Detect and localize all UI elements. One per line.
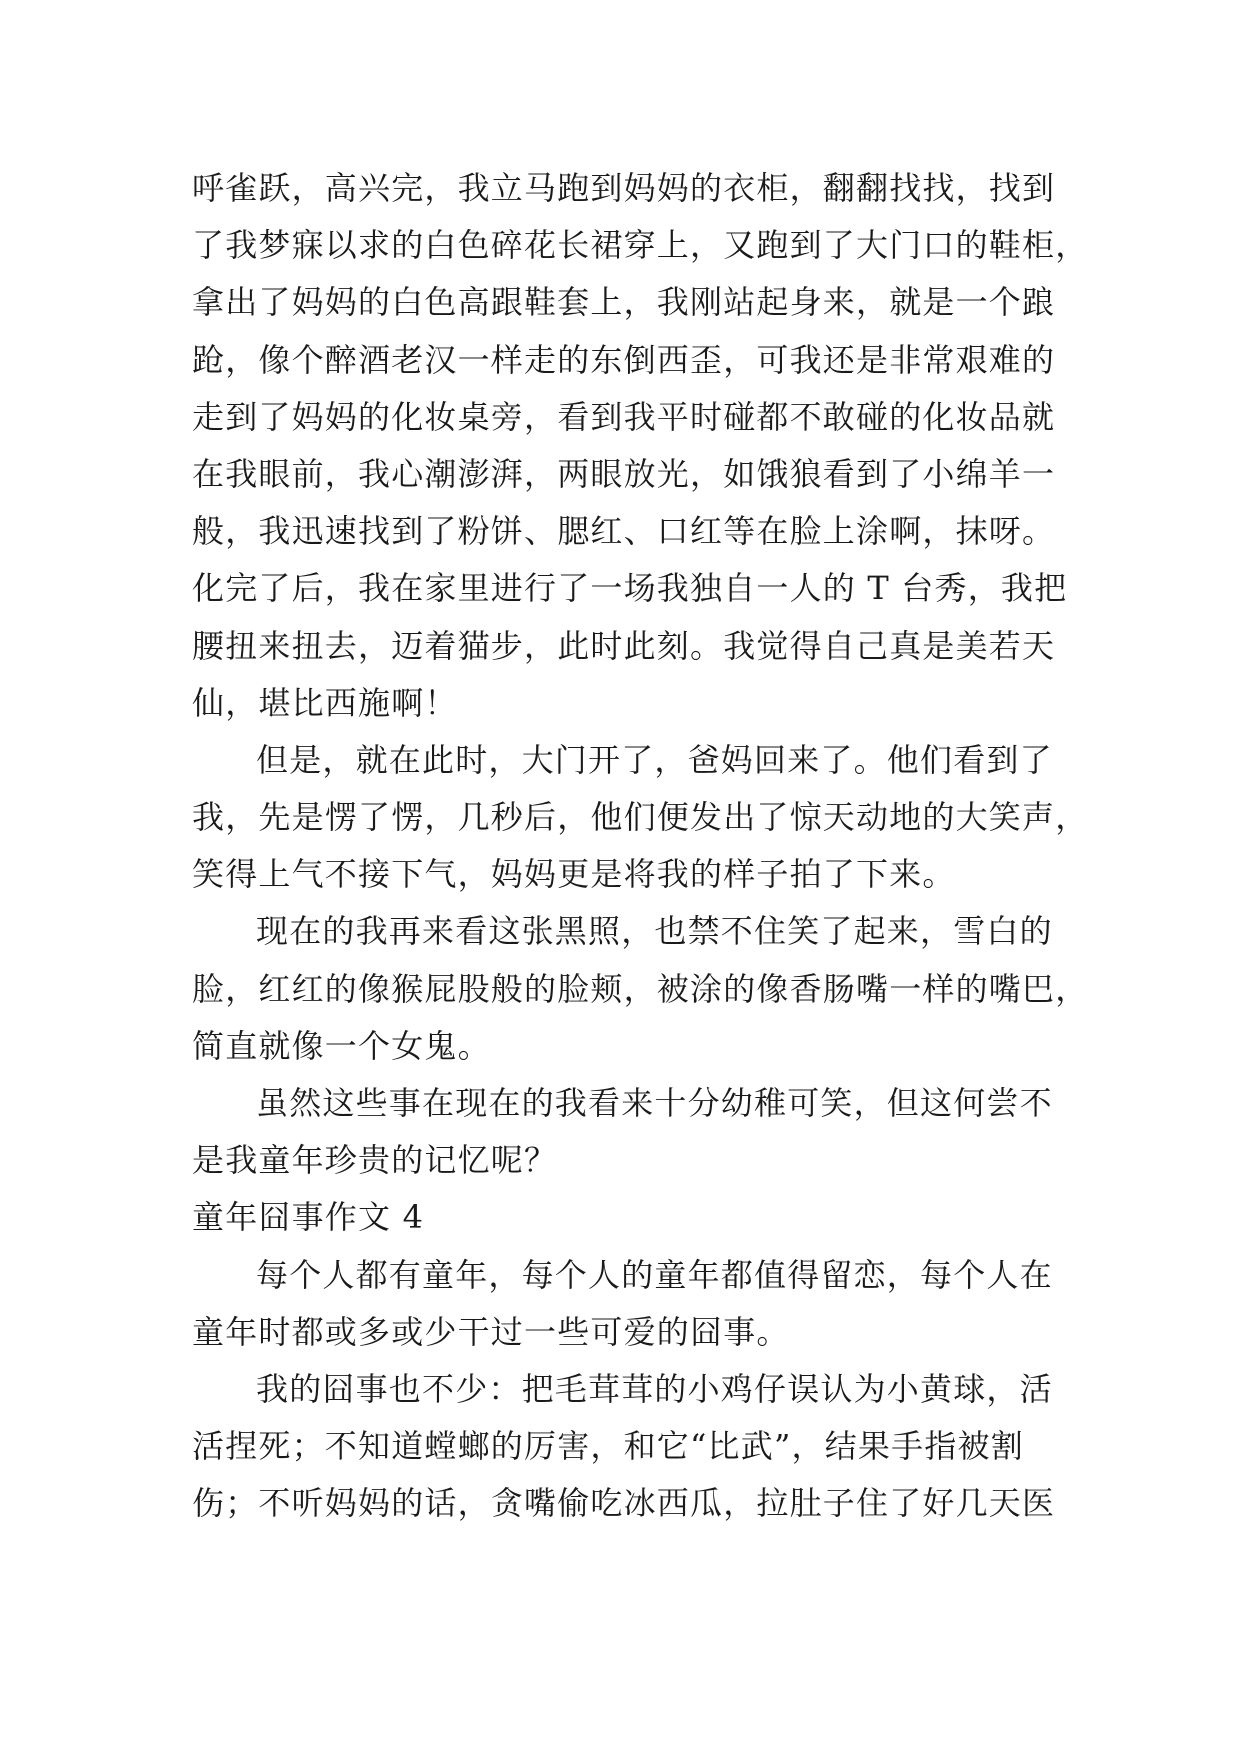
paragraph-first-line: 现在的我再来看这张黑照，也禁不住笑了起来，雪白的 — [256, 912, 1053, 951]
essay-body — [192, 160, 1092, 1533]
text-line: 跄，像个醉酒老汉一样走的东倒西歪，可我还是非常艰难的 — [192, 340, 1056, 379]
text-line: 童年时都或多或少干过一些可爱的囧事。 — [192, 1312, 790, 1351]
text-line: 活捏死；不知道螳螂的厉害，和它“比武”，结果手指被割 — [192, 1427, 1024, 1466]
text-line: 呼雀跃，高兴完，我立马跑到妈妈的衣柜，翻翻找找，找到 — [192, 169, 1056, 207]
text-line: 我，先是愣了愣，几秒后，他们便发出了惊天动地的大笑声， — [192, 798, 1089, 837]
section-heading: 童年囧事作文 4 — [192, 1198, 425, 1237]
paragraph-first-line: 虽然这些事在现在的我看来十分幼稚可笑，但这何尝不 — [256, 1084, 1053, 1122]
text-line: 仙，堪比西施啊！ — [192, 683, 458, 722]
text-line: 化完了后，我在家里进行了一场我独自一人的 T 台秀，我把 — [192, 569, 1068, 608]
paragraph-first-line: 每个人都有童年，每个人的童年都值得留恋，每个人在 — [256, 1255, 1053, 1294]
paragraph-first-line: 但是，就在此时，大门开了，爸妈回来了。他们看到了 — [256, 740, 1053, 779]
text-line: 笑得上气不接下气，妈妈更是将我的样子拍了下来。 — [192, 855, 956, 894]
text-line: 是我童年珍贵的记忆呢？ — [192, 1141, 558, 1180]
text-line: 走到了妈妈的化妆桌旁，看到我平时碰都不敢碰的化妆品就 — [192, 397, 1056, 436]
text-line: 在我眼前，我心潮澎湃，两眼放光，如饿狼看到了小绵羊一 — [192, 454, 1056, 493]
paragraph-first-line: 我的囧事也不少：把毛茸茸的小鸡仔误认为小黄球，活 — [256, 1369, 1053, 1408]
text-line: 脸，红红的像猴屁股般的脸颊，被涂的像香肠嘴一样的嘴巴， — [192, 969, 1089, 1008]
text-line: 般，我迅速找到了粉饼、腮红、口红等在脸上涂啊，抹呀。 — [192, 512, 1056, 551]
text-line: 伤；不听妈妈的话，贪嘴偷吃冰西瓜，拉肚子住了好几天医 — [192, 1484, 1056, 1523]
text-line: 腰扭来扭去，迈着猫步，此时此刻。我觉得自己真是美若天 — [192, 626, 1056, 665]
text-line: 拿出了妈妈的白色高跟鞋套上，我刚站起身来，就是一个踉 — [192, 283, 1056, 322]
text-line: 了我梦寐以求的白色碎花长裙穿上，又跑到了大门口的鞋柜， — [192, 226, 1089, 265]
text-line: 简直就像一个女鬼。 — [192, 1026, 491, 1065]
